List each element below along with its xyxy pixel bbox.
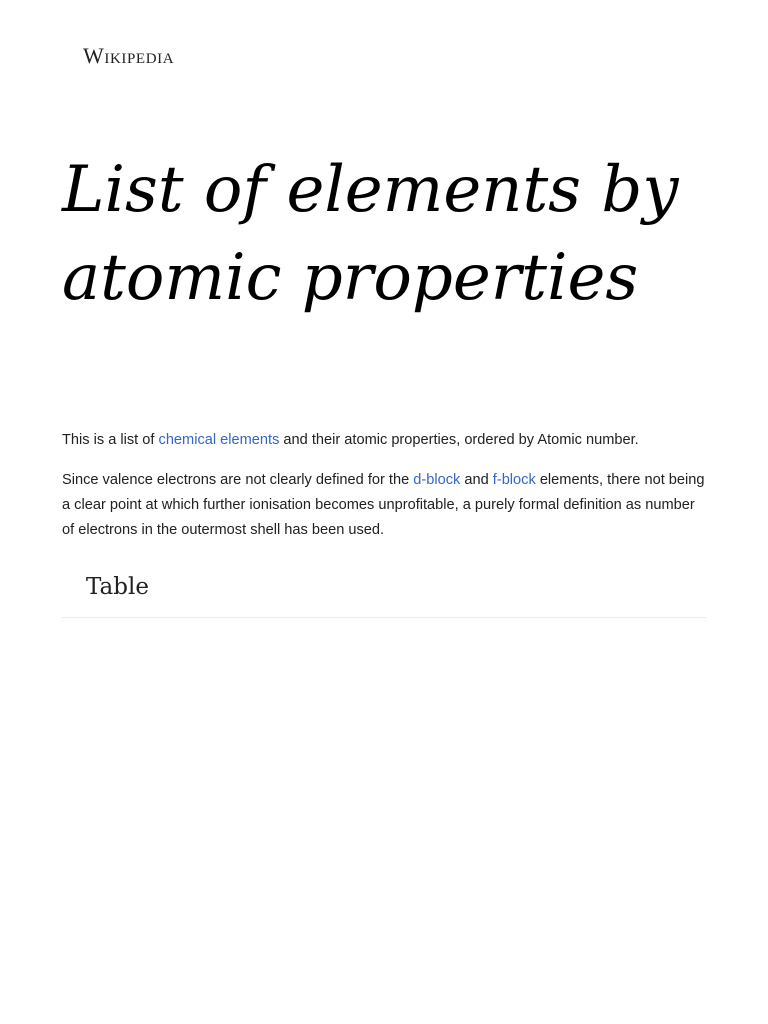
valence-text-1: Since valence electrons are not clearly defined for the: [62, 472, 414, 488]
chemical-elements-link[interactable]: chemical elements: [158, 432, 280, 448]
section-table[interactable]: [62, 568, 706, 618]
article-body: [62, 428, 710, 558]
intro-paragraph: [62, 428, 710, 453]
intro-text-start: This is a list of: [62, 432, 159, 448]
f-block-link[interactable]: f-block: [492, 472, 536, 488]
section-heading-table[interactable]: Table: [86, 574, 149, 600]
valence-text-3: elements, there not being a clear point at which further ionisation becomes unprofitable, a purely formal definition as number of electrons in the outermost shell has been used.: [62, 472, 705, 538]
page-title: List of elements by atomic properties: [62, 153, 679, 315]
wikipedia-logo[interactable]: Wikipedia: [83, 43, 175, 68]
d-block-link[interactable]: d-block: [413, 472, 461, 488]
valence-paragraph: [62, 468, 710, 543]
intro-text-end: and their atomic properties, ordered by Atomic number.: [279, 432, 639, 448]
valence-text-2: and: [460, 472, 493, 488]
